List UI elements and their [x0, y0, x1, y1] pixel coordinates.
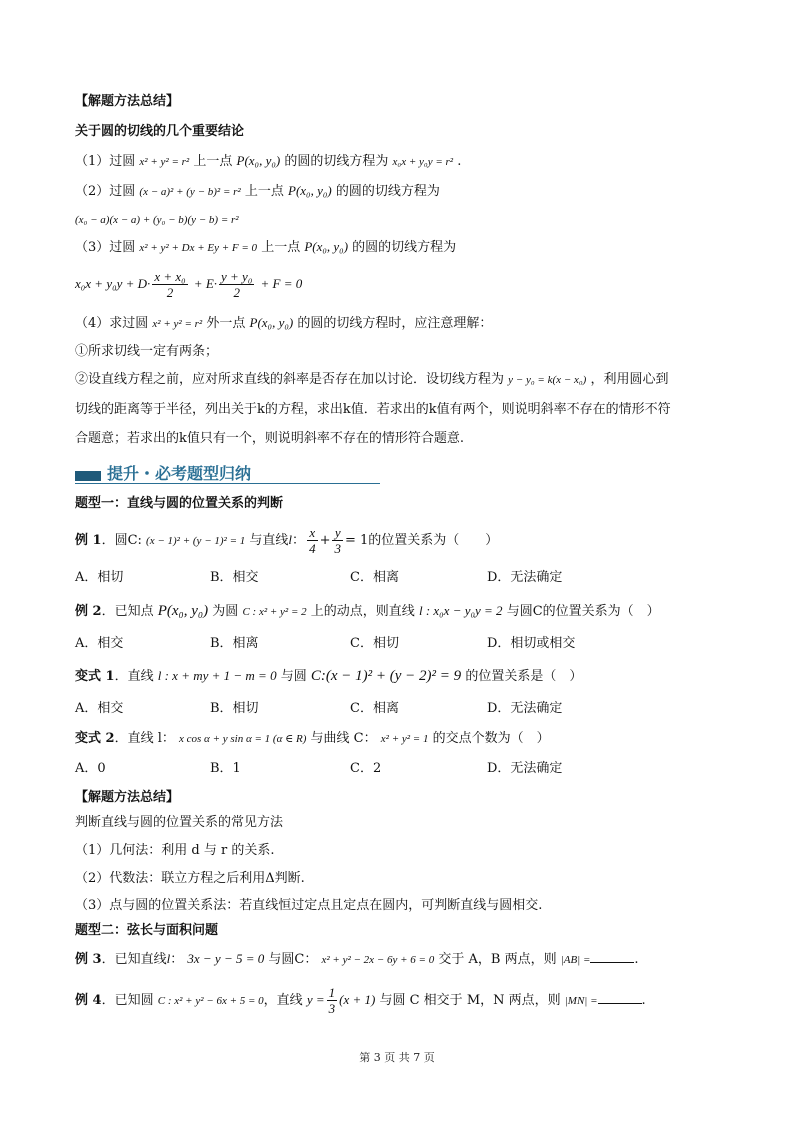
option-a[interactable]: A．相交	[75, 636, 124, 651]
option-c[interactable]: C．相切	[350, 636, 399, 651]
option-d[interactable]: D．无法确定	[487, 570, 563, 585]
banner-rule	[75, 483, 380, 484]
answer-blank[interactable]	[590, 950, 634, 963]
option-c[interactable]: C．相离	[350, 701, 399, 716]
conclusion-3: （3）过圆 x² + y² + Dx + Ey + F = 0 上一点 P(x₀, y₀) 的圆的切线方程为	[75, 239, 457, 255]
option-a[interactable]: A．相切	[75, 570, 124, 585]
option-b[interactable]: B．相切	[210, 701, 259, 716]
type1-title: 题型一：直线与圆的位置关系的判断	[75, 496, 284, 511]
conclusion-2: （2）过圆 (x − a)² + (y − b)² = r² 上一点 P(x₀, y₀) 的圆的切线方程为	[75, 183, 440, 199]
conclusion-4: （4）求过圆 x² + y² = r² 外一点 P(x₀, y₀) 的圆的切线方程时，应注意理解：	[75, 315, 493, 331]
fraction: $\frac{x}{4}$	[309, 525, 316, 556]
option-b[interactable]: B．1	[210, 761, 241, 776]
variant-2: 变式 2．直线 l： x cos α + y sin α = 1 (α ∈ R) 与曲线 C： x² + y² = 1 的交点个数为（ ）	[75, 731, 550, 746]
page-footer: 第 3 页 共 7 页	[359, 1051, 435, 1064]
note-3: 切线的距离等于半径，列出关于k的方程，求出k值．若求出的k值有两个，则说明斜率不存在的情形不符	[75, 402, 671, 417]
summary-heading: 【解题方法总结】	[75, 94, 180, 109]
option-c[interactable]: C．2	[350, 761, 382, 776]
option-d[interactable]: D．无法确定	[487, 701, 563, 716]
fraction: $\frac{1}{3}$	[328, 985, 336, 1016]
note-1: ①所求切线一定有两条；	[75, 344, 219, 359]
fraction: $\frac{\text{x + x₀}}{2}$	[154, 269, 186, 300]
banner-title: 提升・必考题型归纳	[107, 464, 252, 483]
example-3: 例 3．已知直线l： 3x − y − 5 = 0 与圆C： x² + y² − 2x − 6y + 6 = 0 交于 A，B 两点，则 |AB| = .	[75, 951, 639, 967]
conclusion-3-result: x₀x + y₀y + D· $\frac{\text{x + x₀}}{2}$ + E· $\frac{\text{y + y₀}}{2}$ + F = 0	[75, 269, 303, 300]
conclusion-1: （1）过圆 x² + y² = r² 上一点 P(x₀, y₀) 的圆的切线方程为 x₀x + y₀y = r² .	[75, 153, 462, 169]
example-1: 例 1．圆C: (x − 1)² + (y − 1)² = 1 与直线l： $\frac{x}{4}$ + $\frac{y}{3}$ = 1的位置关系为（ ）	[75, 525, 499, 556]
banner-bar	[75, 471, 101, 481]
conclusion-2-result: (x₀ − a)(x − a) + (y₀ − b)(y − b) = r²	[75, 214, 239, 226]
note-4: 合题意；若求出的k值只有一个，则说明斜率不存在的情形符合题意.	[75, 431, 465, 446]
example-4: 例 4．已知圆 C : x² + y² − 6x + 5 = 0，直线 y = $\frac{1}{3}$ (x + 1) 与圆 C 相交于 M，N 两点，则 |MN| = .	[75, 985, 646, 1016]
option-a[interactable]: A．0	[75, 761, 106, 776]
answer-blank[interactable]	[598, 991, 642, 1004]
option-b[interactable]: B．相离	[210, 636, 259, 651]
summary-subheading: 关于圆的切线的几个重要结论	[75, 124, 245, 139]
fraction: $\frac{\text{y + y₀}}{2}$	[221, 269, 253, 300]
note-2: ②设直线方程之前，应对所求直线的斜率是否存在加以讨论．设切线方程为 y − y₀ = k(x − x₀) ，利用圆心到	[75, 372, 669, 387]
option-c[interactable]: C．相离	[350, 570, 399, 585]
summary2-heading: 【解题方法总结】	[75, 790, 180, 805]
summary2-line-1: （1）几何法：利用 d 与 r 的关系.	[75, 843, 275, 858]
option-d[interactable]: D．无法确定	[487, 761, 563, 776]
summary2-line-3: （3）点与圆的位置关系法：若直线恒过定点且定点在圆内，可判断直线与圆相交.	[75, 898, 543, 913]
variant-1: 变式 1．直线 l : x + my + 1 − m = 0 与圆 C:(x − 1)² + (y − 2)² = 9 的位置关系是（ ）	[75, 668, 583, 684]
fraction: $\frac{y}{3}$	[334, 525, 341, 556]
option-b[interactable]: B．相交	[210, 570, 259, 585]
option-d[interactable]: D．相切或相交	[487, 636, 576, 651]
type2-title: 题型二：弦长与面积问题	[75, 923, 219, 938]
example-2: 例 2．已知点 P(x₀, y₀) 为圆 C : x² + y² = 2 上的动点，则直线 l : x₀x − y₀y = 2 与圆C的位置关系为（ ）	[75, 603, 660, 619]
section-banner	[75, 459, 380, 485]
summary2-line-0: 判断直线与圆的位置关系的常见方法	[75, 815, 284, 830]
summary2-line-2: （2）代数法：联立方程之后利用Δ判断.	[75, 871, 305, 886]
option-a[interactable]: A．相交	[75, 701, 124, 716]
